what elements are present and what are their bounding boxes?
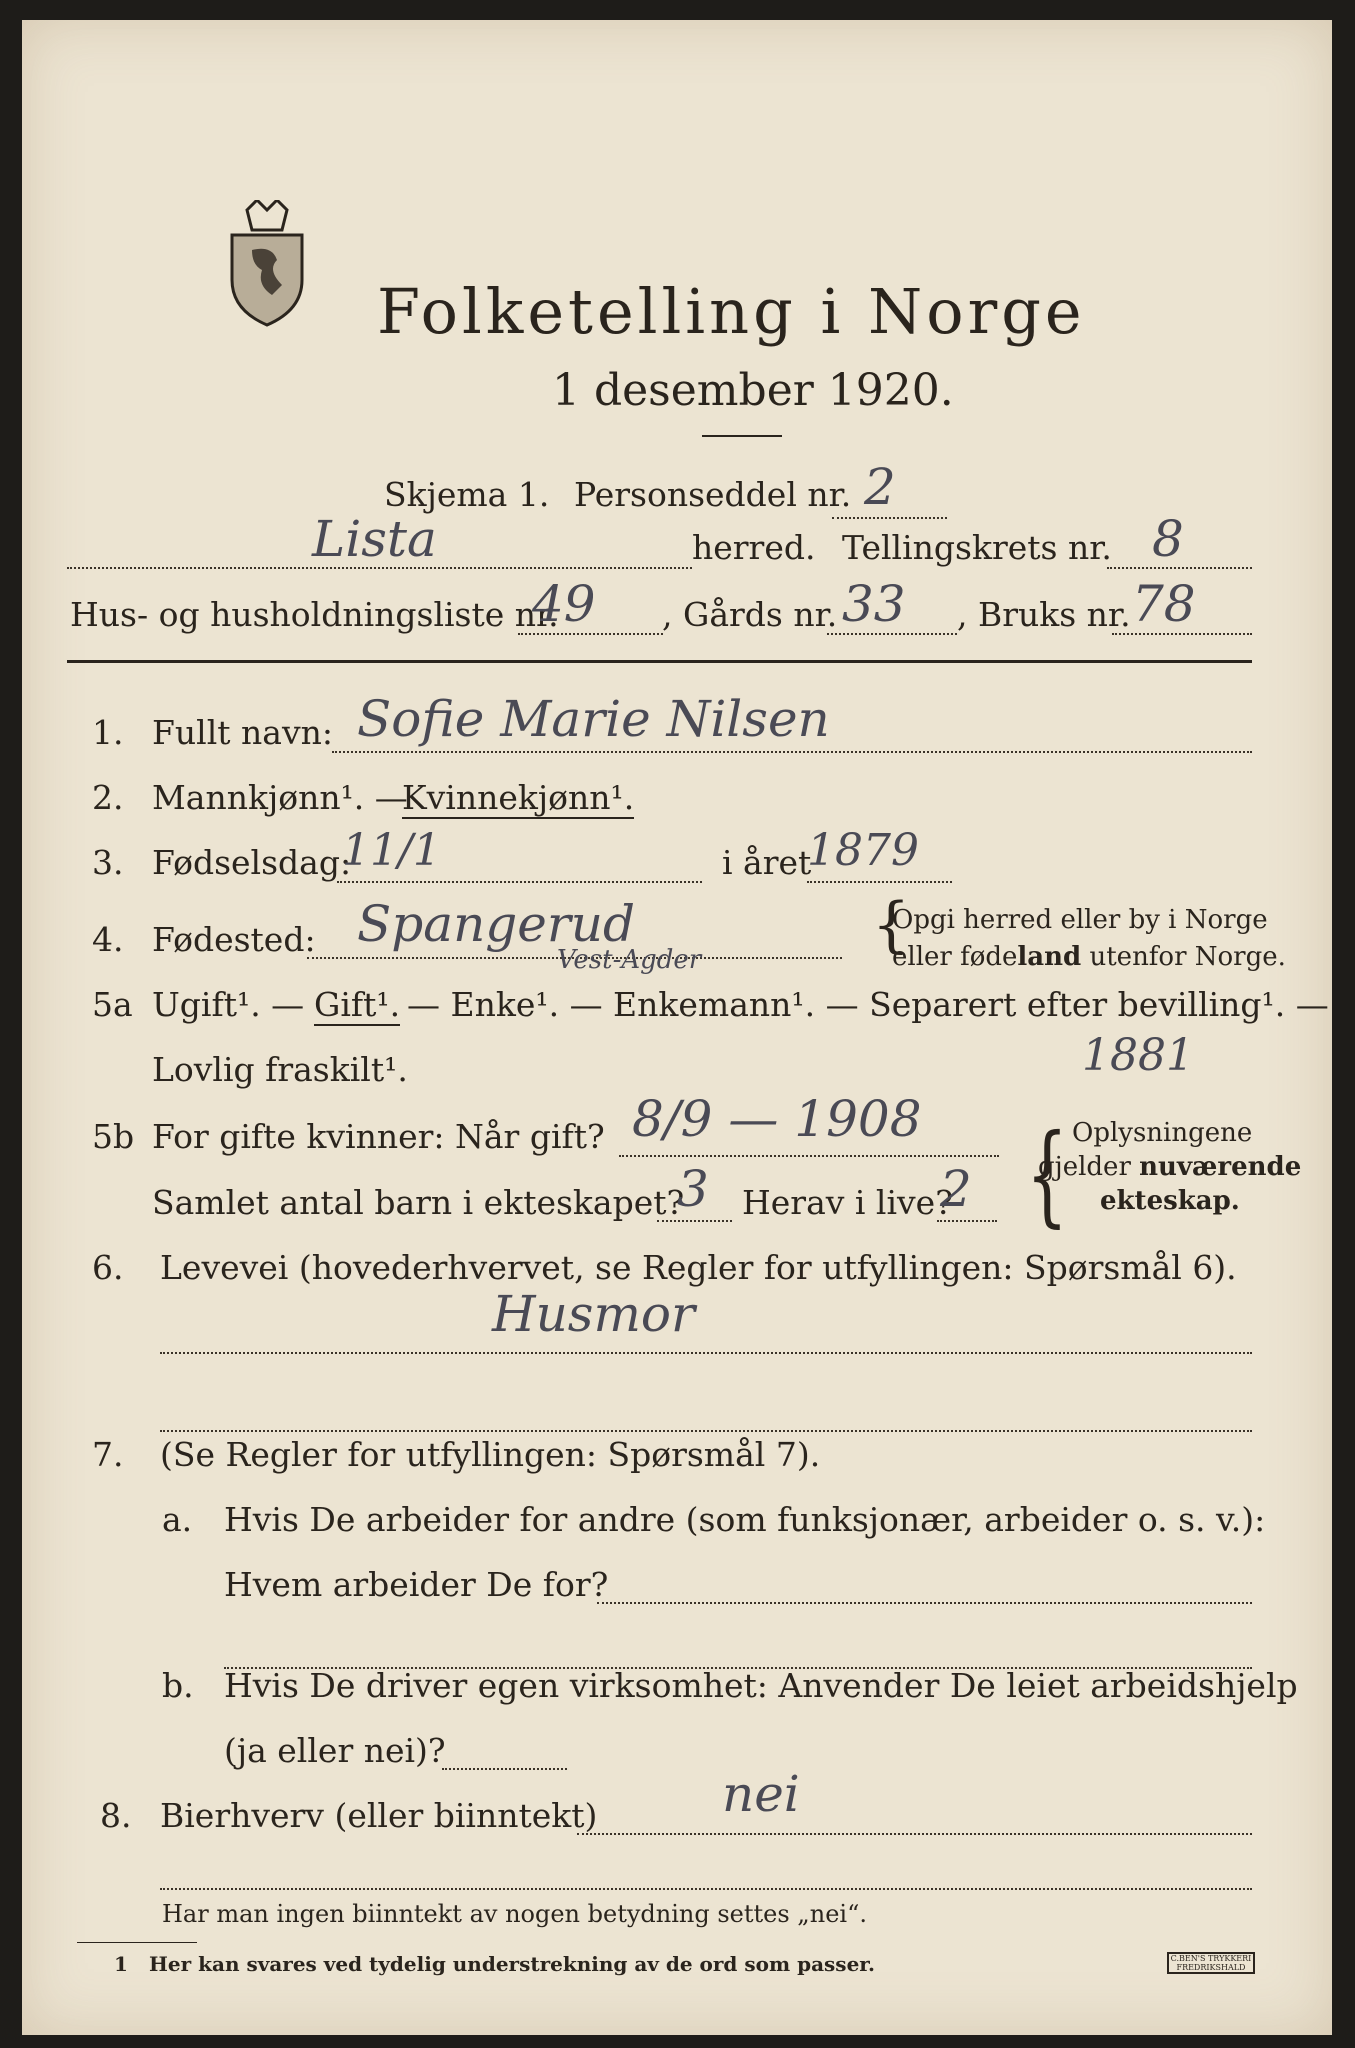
q6-label: Levevei (hovederhvervet, se Regler for utfyllingen: Spørsmål 6). (160, 1248, 1237, 1287)
footnote-mark: 1 (114, 1952, 128, 1976)
q5b-number: 5b (92, 1117, 135, 1156)
gards-value: 33 (842, 575, 906, 633)
census-form-sheet (22, 20, 1332, 2035)
hus-value: 49 (532, 575, 596, 633)
q5b-brace: { (1026, 1110, 1068, 1238)
q5b-children-line (657, 1220, 732, 1222)
q6-line2 (160, 1430, 1252, 1432)
q7a-text: Hvis De arbeider for andre (som funksjonær, arbeider o. s. v.): (224, 1500, 1266, 1539)
q2-female: Kvinnekjønn¹. (402, 778, 635, 817)
q4-label: Fødested: (152, 920, 316, 959)
q5a-annotation: 1881 (1082, 1030, 1194, 1081)
title-divider (702, 435, 782, 437)
q1-label: Fullt navn: (152, 713, 333, 752)
gards-line (827, 633, 957, 635)
q5b-alive-label: Herav i live? (742, 1183, 953, 1222)
q5a-number: 5a (92, 985, 133, 1024)
q4-number: 4. (92, 920, 124, 959)
q5b-married-value: 8/9 — 1908 (632, 1090, 922, 1148)
footnote-text: Her kan svares ved tydelig understrekning av de ord som passer. (149, 1952, 875, 1976)
q5a-ugift: Ugift¹. — (152, 985, 305, 1024)
q3-year-label: i året (722, 843, 812, 882)
q5b-alive-value: 2 (940, 1160, 972, 1218)
q2-number: 2. (92, 778, 124, 817)
hus-label: Hus- og husholdningsliste nr. (70, 595, 559, 634)
form-title: Folketelling i Norge (377, 275, 1086, 348)
hus-line (518, 633, 663, 635)
q3-day-line (337, 881, 702, 883)
q5b-label1: For gifte kvinner: Når gift? (152, 1117, 605, 1156)
q7a-letter: a. (162, 1500, 193, 1539)
q7-number: 7. (92, 1435, 124, 1474)
q5a-gift: Gift¹. (314, 985, 401, 1024)
q5b-children-value: 3 (677, 1160, 709, 1218)
q3-label: Fødselsdag: (152, 843, 352, 882)
printer-stamp: C.BEN'S TRYKKERI FREDRIKSHALD (1167, 1952, 1255, 1974)
q1-line (332, 751, 1252, 753)
norway-coat-of-arms-icon (217, 200, 307, 330)
q4-value-sub: Vest-Agder (557, 945, 702, 975)
personseddel-value: 2 (864, 458, 896, 516)
q4-value: Spangerud (357, 895, 635, 953)
q3-day-value: 11/1 (342, 825, 441, 876)
footnote-rule (77, 1942, 197, 1943)
q5a-other-options: — Enke¹. — Enkemann¹. — Separert efter bevilling¹. — (407, 985, 1329, 1024)
herred-label: herred. (692, 528, 816, 567)
q7b-line (442, 1768, 567, 1770)
q7b-letter: b. (162, 1666, 194, 1705)
skjema-label: Skjema 1. (384, 475, 550, 514)
q5b-alive-line (937, 1220, 997, 1222)
q1-value: Sofie Marie Nilsen (357, 690, 830, 748)
form-date: 1 desember 1920. (552, 365, 954, 416)
tellingskrets-value: 8 (1152, 510, 1184, 568)
personseddel-label: Personseddel nr. (574, 475, 852, 514)
q5a-line2: Lovlig fraskilt¹. (152, 1050, 408, 1089)
personseddel-line (832, 517, 947, 519)
bruks-label: , Bruks nr. (957, 595, 1131, 634)
q4-note-line2: eller fødeland utenfor Norge. (892, 942, 1286, 972)
q3-number: 3. (92, 843, 124, 882)
q8-line1 (577, 1833, 1252, 1835)
gards-label: , Gårds nr. (662, 595, 838, 634)
q1-number: 1. (92, 713, 124, 752)
q3-year-value: 1879 (807, 825, 919, 876)
q5b-note-line2: gjelder nuværende (1038, 1152, 1302, 1182)
q7b-question: (ja eller nei)? (224, 1731, 446, 1770)
q7a-line1 (597, 1602, 1252, 1604)
q2-male: Mannkjønn¹. — (152, 778, 408, 817)
header-separator (67, 660, 1252, 663)
q7a-question: Hvem arbeider De for? (224, 1565, 609, 1604)
herred-value: Lista (312, 510, 437, 568)
q5b-married-line (619, 1155, 999, 1157)
q8-number: 8. (100, 1796, 132, 1835)
q8-label: Bierhverv (eller biinntekt) (160, 1796, 598, 1835)
q6-line1 (160, 1352, 1252, 1354)
q5b-note-line3: ekteskap. (1100, 1186, 1240, 1216)
q6-number: 6. (92, 1248, 124, 1287)
q3-year-line (807, 881, 952, 883)
q8-value: nei (722, 1765, 800, 1823)
q5b-note-line1: Oplysningene (1072, 1118, 1253, 1148)
bruks-value: 78 (1132, 575, 1196, 633)
tellingskrets-label: Tellingskrets nr. (842, 528, 1112, 567)
q5b-label2: Samlet antal barn i ekteskapet? (152, 1183, 685, 1222)
bruks-line (1112, 633, 1252, 635)
q7-label: (Se Regler for utfyllingen: Spørsmål 7). (160, 1435, 821, 1474)
q6-value: Husmor (492, 1285, 695, 1343)
footer-note: Har man ingen biinntekt av nogen betydning settes „nei“. (162, 1900, 867, 1928)
q4-brace: { (872, 890, 911, 960)
q4-note-line1: Opgi herred eller by i Norge (892, 905, 1268, 935)
q7b-text: Hvis De driver egen virksomhet: Anvender De leiet arbeidshjelp (224, 1666, 1298, 1705)
q8-line2 (160, 1888, 1252, 1890)
